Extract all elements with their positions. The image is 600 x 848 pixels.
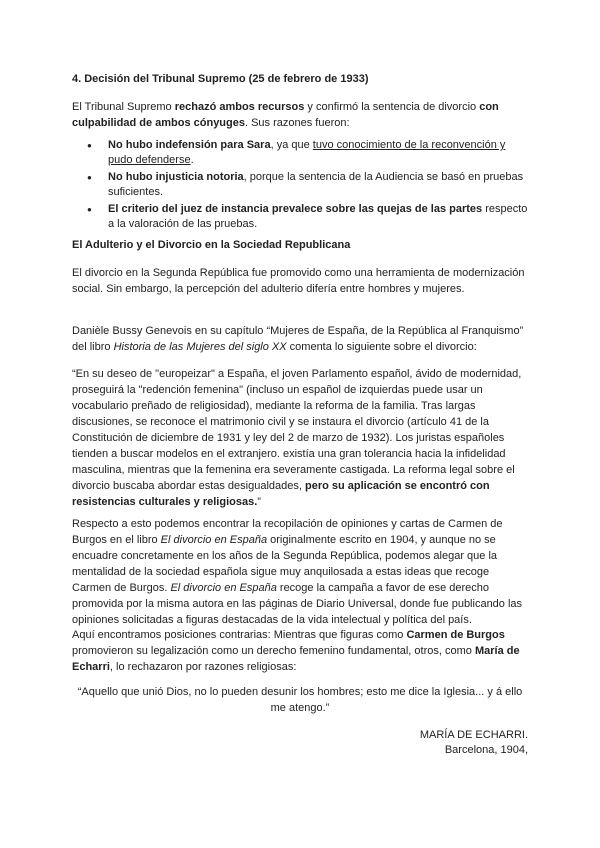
p3-book-title-1: El divorcio en España	[160, 534, 268, 546]
p3-text-2: originalmente escrito en 1904, y aunque no se encuadre concretamente en los años de la Segunda República, podemos alegar que la mentalidad de la sociedad española sigue muy anquilosada a estas ideas que recoge Carmen de Burgos.	[72, 534, 498, 594]
p2-text-1: Danièle Bussy Genevois en su capítulo “Mujeres de España, de la República al Franquismo” del libro	[72, 325, 524, 353]
reason-end: .	[190, 154, 194, 166]
p4-bold-1: Carmen de Burgos	[406, 629, 505, 641]
quote-text: “En su deseo de "europeizar" a España, el joven Parlamento español, ávido de modernidad, proseguirá la "redención femenina" (incluso un español de izquierdas puede usar un vocabulario preñado de religiosidad), mediante la reforma de la familia. Tras largas discusiones, se reconoce el matrimonio civil y se instaura el divorcio (artículo 41 de la Constitución de diciembre de 1931 y ley del 2 de marzo de 1932). Los juristas españoles tienden a buscar modelos en el extranjero. existía una gran tolerancia hacia la infidelidad masculina, mientras que la femenina era severamente castigada. La reforma legal sobre el divorcio buscaba abordar estas desigualdades,	[72, 368, 522, 492]
reason-bold: No hubo indefensión para Sara	[108, 139, 271, 151]
quote-close: ”	[257, 496, 261, 508]
intro-text-2: y confirmó la sentencia de divorcio	[304, 101, 480, 113]
reason-text: , ya que	[270, 139, 313, 151]
reason-text: , porque la sentencia de la Audiencia se basó en pruebas suficientes.	[108, 171, 524, 198]
reason-underlined: tuvo conocimiento de la reconvención y pudo defenderse	[108, 139, 506, 166]
intro-bold-2: con culpabilidad de ambos cónyuges	[72, 101, 499, 129]
p3-text-3: recoge la campaña a favor de ese derecho promovida por la misma autora en las páginas de Diario Universal, donde fue publicando las opiniones solicitadas a figuras destacadas de la vida intelectual y política del país.	[72, 582, 523, 626]
reasons-list	[72, 138, 528, 232]
section-heading-decision: 4. Decisión del Tribunal Supremo (25 de febrero de 1933)	[72, 73, 369, 85]
reason-bold: No hubo injusticia notoria	[108, 171, 244, 183]
reason-bold: El criterio del juez de instancia prevalece sobre las quejas de las partes	[108, 203, 483, 215]
list-item	[72, 202, 528, 232]
citation-echarri: “Aquello que unió Dios, no lo pueden desunir los hombres; esto me dice la Iglesia... y á ello me atengo.”	[77, 686, 523, 714]
p4-text-1: Aquí encontramos posiciones contrarias: Mientras que figuras como	[72, 629, 407, 641]
decision-intro-paragraph	[72, 99, 528, 131]
intro-text-1: El Tribunal Supremo	[72, 101, 175, 113]
p2-book-title: Historia de las Mujeres del siglo XX	[113, 341, 287, 353]
p4-text-2: promovieron su legalización como un derecho femenino fundamental, otros, como	[72, 645, 475, 657]
signature-name: MARÍA DE ECHARRI.	[419, 729, 528, 741]
paragraph-posiciones-contrarias	[72, 627, 528, 675]
p2-text-2: comenta lo siguiente sobre el divorcio:	[286, 341, 477, 353]
p3-text-1: Respecto a esto podemos encontrar la recopilación de opiniones y cartas de Carmen de Burgos en el libro	[72, 518, 503, 546]
signature-place: Barcelona, 1904,	[444, 744, 528, 756]
paragraph-bussy-genevois	[72, 323, 528, 355]
p4-text-3: , lo rechazaron por razones religiosas:	[109, 661, 297, 673]
section-heading-adulterio: El Adulterio y el Divorcio en la Sociedad Republicana	[72, 239, 351, 251]
p3-book-title-2: El divorcio en España	[170, 582, 277, 594]
list-item	[72, 170, 528, 200]
paragraph-divorcio-modernizacion: El divorcio en la Segunda República fue promovido como una herramienta de modernización social. Sin embargo, la percepción del adulterio difería entre hombres y mujeres.	[72, 267, 525, 295]
reason-text: respecto a la valoración de las pruebas.	[108, 203, 528, 230]
intro-bold-1: rechazó ambos recursos	[174, 101, 305, 113]
intro-text-3: . Sus razones fueron:	[244, 117, 350, 129]
paragraph-carmen-de-burgos	[72, 516, 528, 628]
block-quote-bussy	[72, 366, 528, 510]
quote-bold: pero su aplicación se encontró con resistencias culturales y religiosas.	[72, 480, 490, 508]
p4-bold-2: María de Echarri	[72, 645, 520, 673]
list-item	[72, 138, 528, 168]
